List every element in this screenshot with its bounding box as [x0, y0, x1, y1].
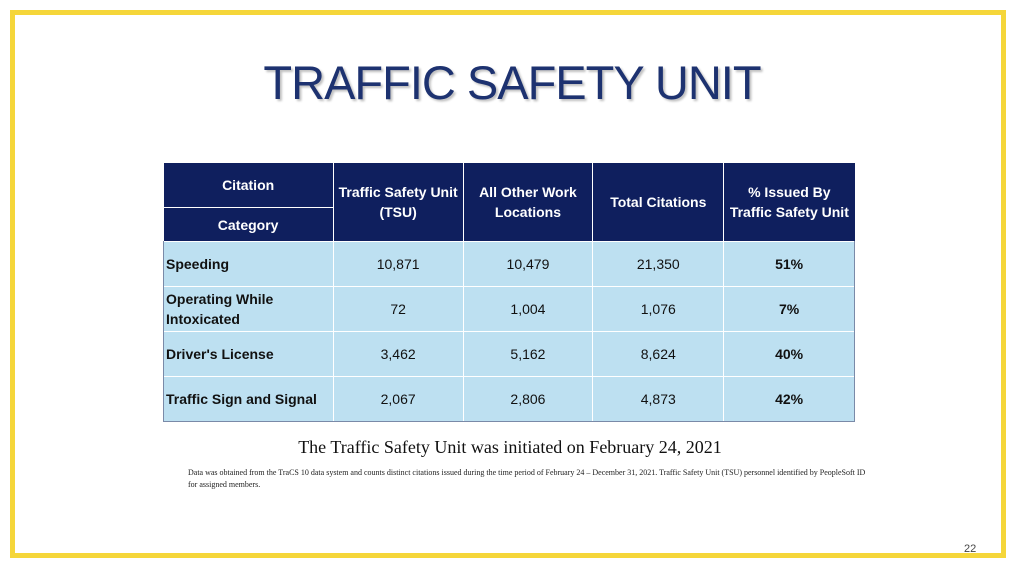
row-other-value: 10,479	[463, 242, 593, 287]
page-number: 22	[964, 543, 977, 555]
header-percent-tsu: % Issued By Traffic Safety Unit	[724, 163, 855, 242]
table-row	[164, 332, 855, 377]
row-percent-value: 51%	[724, 242, 855, 287]
row-total-value: 21,350	[593, 242, 724, 287]
header-total-citations: Total Citations	[593, 163, 724, 242]
row-category: Operating While Intoxicated	[164, 287, 334, 332]
header-tsu: Traffic Safety Unit (TSU)	[333, 163, 463, 242]
row-total-value: 8,624	[593, 332, 724, 377]
row-category: Speeding	[164, 242, 334, 287]
row-other-value: 2,806	[463, 377, 593, 422]
row-total-value: 1,076	[593, 287, 724, 332]
row-tsu-value: 3,462	[333, 332, 463, 377]
row-other-value: 1,004	[463, 287, 593, 332]
table-row	[164, 287, 855, 332]
row-tsu-value: 10,871	[333, 242, 463, 287]
row-tsu-value: 72	[333, 287, 463, 332]
row-percent-value: 42%	[724, 377, 855, 422]
row-category: Traffic Sign and Signal	[164, 377, 334, 422]
slide-caption: The Traffic Safety Unit was initiated on February 24, 2021	[298, 437, 722, 457]
row-other-value: 5,162	[463, 332, 593, 377]
slide-title: TRAFFIC SAFETY UNIT	[263, 56, 761, 109]
data-source-note: Data was obtained from the TraCS 10 data system and counts distinct citations issued during the time period of February 24 – December 31, 2021. Traffic Safety Unit (TSU) personnel identified by PeopleSoft ID for assigned members.	[188, 468, 866, 489]
table-row	[164, 377, 855, 422]
citations-table	[163, 163, 855, 422]
row-tsu-value: 2,067	[333, 377, 463, 422]
header-other-locations: All Other Work Locations	[463, 163, 593, 242]
header-citation: Citation	[164, 163, 334, 208]
header-category: Category	[164, 208, 334, 242]
row-total-value: 4,873	[593, 377, 724, 422]
table-row	[164, 242, 855, 287]
row-category: Driver's License	[164, 332, 334, 377]
row-percent-value: 7%	[724, 287, 855, 332]
row-percent-value: 40%	[724, 332, 855, 377]
